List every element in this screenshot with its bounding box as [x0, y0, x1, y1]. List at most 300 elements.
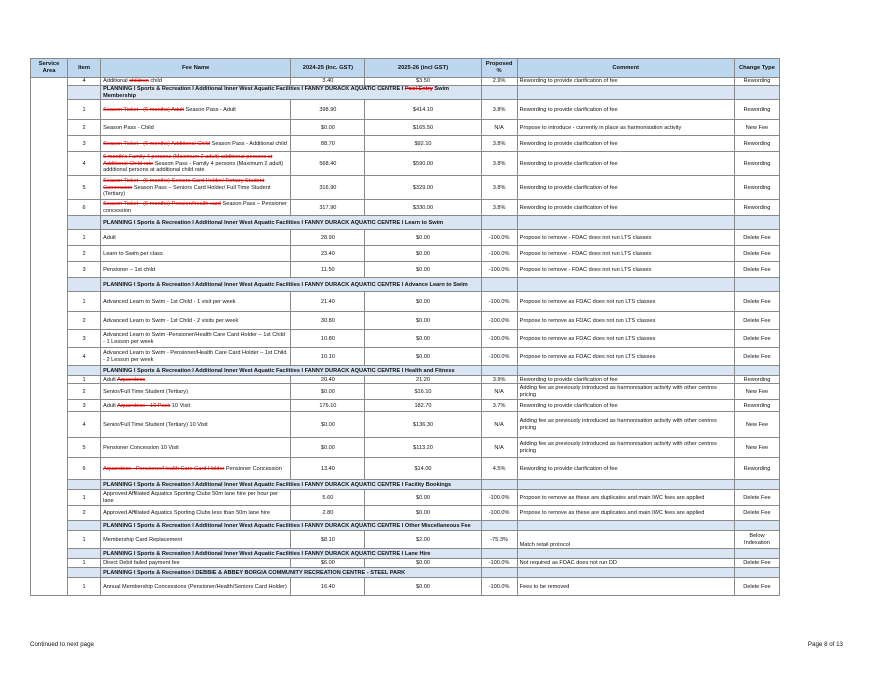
proposed-pct: N/A: [481, 384, 517, 400]
section-pct-cell: [481, 366, 517, 376]
fee-2025-26: $414.10: [365, 100, 481, 120]
fee-2025-26: $2.00: [365, 531, 481, 549]
item-number: 3: [68, 330, 101, 348]
change-type: Delete Fee: [734, 506, 779, 521]
comment: Fees to be removed: [517, 578, 734, 596]
fee-2024-25: 88.70: [291, 136, 365, 152]
proposed-pct: -100.0%: [481, 330, 517, 348]
fee-2025-26: $0.00: [365, 330, 481, 348]
comment: Rewording to provide clarification of fee: [517, 400, 734, 412]
fee-text: Swim Membership: [103, 86, 450, 99]
fee-text: Membership Card Replacement: [103, 536, 183, 543]
item-number: 3: [68, 136, 101, 152]
section-comment-cell: [517, 568, 734, 578]
fee-row: [31, 506, 780, 521]
fee-name: [101, 348, 291, 366]
fee-name: [101, 292, 291, 312]
comment: Propose to remove as these are duplicates and main IWC fees are applied: [517, 506, 734, 521]
section-header-row: [31, 549, 780, 559]
fee-2025-26: $16.10: [365, 384, 481, 400]
proposed-pct: N/A: [481, 438, 517, 458]
fee-name: [101, 136, 291, 152]
fee-text: Direct Debit failed payment fee: [103, 560, 180, 567]
section-pct-cell: [481, 568, 517, 578]
fee-2024-25: $0.00: [291, 384, 365, 400]
fee-2025-26: $113.20: [365, 438, 481, 458]
comment: Propose to remove as FDAC does not run LTS classes: [517, 348, 734, 366]
fee-text: Pensioner Concession 10 Visit: [103, 444, 179, 451]
header-row: [31, 59, 780, 78]
fee-name: [101, 152, 291, 176]
deleted-text: 6 month's Family 4 persons (Maximum 2 adult) additional persons at Additional Child rate: [103, 153, 273, 167]
fee-name: [101, 559, 291, 568]
fee-text: Season Pass - Additional child: [210, 140, 287, 147]
fee-name: [101, 312, 291, 330]
section-item-cell: [68, 278, 101, 292]
fee-text: PLANNING I Sports & Recreation I DEBBIE & ABBEY BORGIA COMMUNITY RECREATION CENTRE - STEEL PARK: [103, 569, 406, 576]
change-type: Rewording: [734, 458, 779, 480]
section-change-cell: [734, 521, 779, 531]
item-number: 6: [68, 458, 101, 480]
item-number: 1: [68, 100, 101, 120]
deleted-text: children: [129, 78, 149, 85]
fee-name: [101, 458, 291, 480]
fee-2025-26: 21.20: [365, 376, 481, 384]
change-type: Rewording: [734, 200, 779, 216]
fee-row: [31, 120, 780, 136]
change-type: New Fee: [734, 438, 779, 458]
fee-text: PLANNING I Sports & Recreation I Additional Inner West Aquatic Facilities I FANNY DURACK AQUATIC CENTRE I: [103, 86, 405, 92]
fee-table: [30, 58, 780, 596]
section-title: [101, 568, 481, 578]
section-pct-cell: [481, 549, 517, 559]
fee-text: Adult: [103, 402, 118, 409]
section-change-cell: [734, 366, 779, 376]
fee-text: Senior/Full Time Student (Tertiary): [103, 388, 188, 395]
fee-2025-26: $0.00: [365, 262, 481, 278]
proposed-pct: 2.9%: [481, 78, 517, 86]
change-type: Delete Fee: [734, 262, 779, 278]
section-pct-cell: [481, 216, 517, 230]
fee-row: [31, 312, 780, 330]
header-change-type: Change Type: [734, 59, 779, 78]
deleted-text: Season Ticket - (6 months) Pension/health card: [103, 201, 221, 208]
fee-name: [101, 230, 291, 246]
change-type: Rewording: [734, 376, 779, 384]
proposed-pct: -100.0%: [481, 578, 517, 596]
fee-text: Season Pass – Pensioner concession: [103, 201, 287, 214]
section-title: [101, 549, 481, 559]
item-number: 1: [68, 578, 101, 596]
fee-text: Season Pass - Family 4 persons (Maximum 2 adult) additional persons at additional child rate: [103, 160, 284, 174]
comment: Propose to introduce - currently in place as harmonisation activity: [517, 120, 734, 136]
proposed-pct: N/A: [481, 120, 517, 136]
proposed-pct: -100.0%: [481, 506, 517, 521]
fee-2024-25: $8.10: [291, 531, 365, 549]
section-change-cell: [734, 278, 779, 292]
comment: Match retail protocol: [517, 531, 734, 549]
section-change-cell: [734, 480, 779, 490]
proposed-pct: -100.0%: [481, 262, 517, 278]
fee-2025-26: $0.00: [365, 506, 481, 521]
proposed-pct: -100.0%: [481, 559, 517, 568]
fee-text: 10 Visit: [170, 402, 191, 409]
change-type: Delete Fee: [734, 312, 779, 330]
fee-text: Adult: [103, 234, 116, 241]
fee-row: [31, 176, 780, 200]
fee-row: [31, 376, 780, 384]
fee-row: [31, 292, 780, 312]
fee-name: [101, 176, 291, 200]
fee-row: [31, 531, 780, 549]
comment: Propose to remove as FDAC does not run LTS classes: [517, 330, 734, 348]
change-type: Rewording: [734, 100, 779, 120]
fee-text: Approved Affiliated Aquatics Sporting Clubs less than 50m lane hire: [103, 510, 270, 517]
deleted-text: Pool Entry: [404, 86, 433, 92]
section-change-cell: [734, 86, 779, 100]
fee-2025-26: $136.30: [365, 412, 481, 438]
fee-text: child: [148, 78, 162, 85]
fee-row: [31, 100, 780, 120]
fee-2025-26: $165.50: [365, 120, 481, 136]
change-type: Rewording: [734, 400, 779, 412]
fee-2024-25: $0.00: [291, 120, 365, 136]
fee-text: PLANNING I Sports & Recreation I Additional Inner West Aquatic Facilities I FANNY DURACK AQUATIC CENTRE I Other Miscellaneous Fee: [103, 522, 471, 529]
fee-text: Pensioner Concession: [224, 465, 282, 472]
fee-row: [31, 230, 780, 246]
fee-text: Advanced Learn to Swim - Pensioner/Health Care Card Holder – 1st Child - 2 Lesson per week: [103, 350, 287, 363]
comment: Rewording to provide clarification of fee: [517, 136, 734, 152]
fee-row: [31, 200, 780, 216]
comment: Propose to remove - FDAC does not run LTS classes: [517, 246, 734, 262]
fee-text: Advanced Learn to Swim - 1st Child - 1 visit per week: [103, 298, 236, 305]
section-item-cell: [68, 568, 101, 578]
fee-text: PLANNING I Sports & Recreation I Additional Inner West Aquatic Facilities I FANNY DURACK AQUATIC CENTRE I Learn to Swim: [103, 219, 444, 226]
item-number: 1: [68, 531, 101, 549]
fee-2025-26: $329.00: [365, 176, 481, 200]
section-title: [101, 521, 481, 531]
fee-2024-25: $0.00: [291, 438, 365, 458]
fee-name: [101, 120, 291, 136]
section-comment-cell: [517, 366, 734, 376]
change-type: Rewording: [734, 176, 779, 200]
section-comment-cell: [517, 521, 734, 531]
fee-row: [31, 490, 780, 506]
section-title: [101, 278, 481, 292]
item-number: 1: [68, 230, 101, 246]
fee-row: [31, 412, 780, 438]
header-2025-26: 2025-26 (incl GST): [365, 59, 481, 78]
header-fee-name: Fee Name: [101, 59, 291, 78]
section-comment-cell: [517, 278, 734, 292]
fee-name: [101, 412, 291, 438]
proposed-pct: 3.9%: [481, 376, 517, 384]
change-type: Rewording: [734, 136, 779, 152]
section-title: [101, 366, 481, 376]
section-item-cell: [68, 549, 101, 559]
fee-2025-26: $330.00: [365, 200, 481, 216]
fee-2025-26: $0.00: [365, 312, 481, 330]
change-type: New Fee: [734, 120, 779, 136]
section-pct-cell: [481, 86, 517, 100]
section-header-row: [31, 366, 780, 376]
section-title: [101, 86, 481, 100]
section-header-row: [31, 216, 780, 230]
item-number: 5: [68, 438, 101, 458]
fee-text: Adult: [103, 376, 118, 383]
proposed-pct: -75.3%: [481, 531, 517, 549]
fee-name: [101, 384, 291, 400]
comment: Rewording to provide clarification of fee: [517, 458, 734, 480]
fee-name: [101, 531, 291, 549]
fee-text: Pensioner – 1st child: [103, 266, 156, 273]
fee-text: PLANNING I Sports & Recreation I Additional Inner West Aquatic Facilities I FANNY DURACK AQUATIC CENTRE I Facility Bookings: [103, 481, 452, 488]
comment: Rewording to provide clarification of fee: [517, 200, 734, 216]
change-type: New Fee: [734, 384, 779, 400]
comment: Not required as FDAC does not run DD: [517, 559, 734, 568]
fee-2024-25: 317.90: [291, 200, 365, 216]
header-2024-25: 2024-25 (Inc. GST): [291, 59, 365, 78]
fee-row: [31, 348, 780, 366]
section-item-cell: [68, 86, 101, 100]
section-item-cell: [68, 366, 101, 376]
fee-row: [31, 136, 780, 152]
change-type: Delete Fee: [734, 559, 779, 568]
item-number: 6: [68, 200, 101, 216]
header-item: Item: [68, 59, 101, 78]
fee-text: Season Pass – Seniors Card Holder/ Full Time Student (Tertiary): [103, 184, 271, 198]
fee-text: PLANNING I Sports & Recreation I Additional Inner West Aquatic Facilities I FANNY DURACK AQUATIC CENTRE I Lane Hire: [103, 550, 431, 557]
proposed-pct: 3.7%: [481, 400, 517, 412]
section-comment-cell: [517, 86, 734, 100]
comment: Adding fee as previously introduced as harmonisation activity with other centres pricing: [517, 384, 734, 400]
fee-name: [101, 78, 291, 86]
fee-name: [101, 330, 291, 348]
fee-row: [31, 400, 780, 412]
deleted-text: Season Ticket - (6 months) Seniors Card Holder/ Tertiary Student Concession: [103, 177, 265, 191]
change-type: Below Indexation: [734, 531, 779, 549]
fee-2025-26: $92.10: [365, 136, 481, 152]
fee-2024-25: 176.10: [291, 400, 365, 412]
fee-2025-26: $590.00: [365, 152, 481, 176]
fee-name: [101, 246, 291, 262]
item-number: 1: [68, 490, 101, 506]
fee-text: PLANNING I Sports & Recreation I Additional Inner West Aquatic Facilities I FANNY DURACK AQUATIC CENTRE I Advance Learn to Swim: [103, 281, 468, 288]
fee-row: [31, 78, 780, 86]
deleted-text: Season Ticket - (6 months) Additional Child: [103, 140, 211, 147]
fee-name: [101, 490, 291, 506]
item-number: 2: [68, 384, 101, 400]
fee-name: [101, 200, 291, 216]
section-change-cell: [734, 549, 779, 559]
section-item-cell: [68, 216, 101, 230]
fee-text: Season Pass - Adult: [183, 106, 236, 113]
fee-2024-25: 28.90: [291, 230, 365, 246]
fee-2025-26: $0.00: [365, 230, 481, 246]
section-title: [101, 480, 481, 490]
fee-2024-25: 30.80: [291, 312, 365, 330]
section-header-row: [31, 86, 780, 100]
fee-2025-26: $0.00: [365, 292, 481, 312]
fee-2024-25: 10.80: [291, 330, 365, 348]
change-type: Delete Fee: [734, 292, 779, 312]
fee-2024-25: 21.40: [291, 292, 365, 312]
fee-row: [31, 384, 780, 400]
section-header-row: [31, 568, 780, 578]
header-proposed-pct: Proposed %: [481, 59, 517, 78]
fee-row: [31, 578, 780, 596]
fee-text: Season Pass - Child: [103, 124, 154, 131]
deleted-text: Aquarobics - Pensioner/Health Care Card Holder: [103, 465, 225, 472]
proposed-pct: -100.0%: [481, 490, 517, 506]
item-number: 2: [68, 506, 101, 521]
proposed-pct: -100.0%: [481, 246, 517, 262]
fee-row: [31, 246, 780, 262]
proposed-pct: 3.8%: [481, 152, 517, 176]
section-comment-cell: [517, 216, 734, 230]
fee-2024-25: 316.90: [291, 176, 365, 200]
item-number: 2: [68, 246, 101, 262]
fee-2024-25: 13.40: [291, 458, 365, 480]
fee-name: [101, 438, 291, 458]
item-number: 4: [68, 348, 101, 366]
fee-row: [31, 262, 780, 278]
fee-2025-26: $0.00: [365, 246, 481, 262]
change-type: Delete Fee: [734, 348, 779, 366]
fee-text: PLANNING I Sports & Recreation I Additional Inner West Aquatic Facilities I FANNY DURACK AQUATIC CENTRE I Health and Fitness: [103, 367, 455, 374]
section-pct-cell: [481, 278, 517, 292]
proposed-pct: -100.0%: [481, 292, 517, 312]
fee-2024-25: 16.40: [291, 578, 365, 596]
comment: Rewording to provide clarification of fee: [517, 176, 734, 200]
change-type: Delete Fee: [734, 246, 779, 262]
proposed-pct: N/A: [481, 412, 517, 438]
item-number: 1: [68, 292, 101, 312]
fee-2024-25: 398.90: [291, 100, 365, 120]
fee-2025-26: $3.50: [365, 78, 481, 86]
item-number: 2: [68, 120, 101, 136]
change-type: Rewording: [734, 78, 779, 86]
fee-table-body: [31, 78, 780, 596]
continued-note: Continued to next page: [30, 641, 94, 648]
fee-row: [31, 438, 780, 458]
fee-row: [31, 458, 780, 480]
deleted-text: Season Ticket - (6 months) Adult: [103, 106, 184, 113]
fee-2024-25: 10.10: [291, 348, 365, 366]
deleted-text: Aquarobics: [117, 376, 146, 383]
section-change-cell: [734, 216, 779, 230]
deleted-text: Aquarobics - 10 Pack: [117, 402, 171, 409]
fee-2025-26: $0.00: [365, 348, 481, 366]
proposed-pct: 3.8%: [481, 100, 517, 120]
proposed-pct: 4.5%: [481, 458, 517, 480]
fee-2025-26: $14.00: [365, 458, 481, 480]
fee-name: [101, 100, 291, 120]
proposed-pct: -100.0%: [481, 348, 517, 366]
fee-text: Additional: [103, 78, 130, 85]
change-type: Delete Fee: [734, 230, 779, 246]
page-number: Page 8 of 13: [807, 641, 843, 648]
item-number: 4: [68, 78, 101, 86]
comment: Propose to remove - FDAC does not run LTS classes: [517, 230, 734, 246]
fee-name: [101, 262, 291, 278]
section-change-cell: [734, 568, 779, 578]
fee-2025-26: $0.00: [365, 578, 481, 596]
fee-2024-25: 5.60: [291, 490, 365, 506]
item-number: 4: [68, 412, 101, 438]
fee-row: [31, 152, 780, 176]
item-number: 3: [68, 262, 101, 278]
proposed-pct: -100.0%: [481, 312, 517, 330]
comment: Rewording to provide clarification of fee: [517, 152, 734, 176]
fee-row: [31, 559, 780, 568]
section-header-row: [31, 278, 780, 292]
fee-2024-25: 11.50: [291, 262, 365, 278]
section-title: [101, 216, 481, 230]
section-item-cell: [68, 521, 101, 531]
comment: Rewording to provide clarification of fee: [517, 78, 734, 86]
fee-text: Learn to Swim per class: [103, 250, 163, 257]
proposed-pct: 3.8%: [481, 200, 517, 216]
change-type: Delete Fee: [734, 578, 779, 596]
fee-name: [101, 376, 291, 384]
section-pct-cell: [481, 480, 517, 490]
fee-2024-25: $6.00: [291, 559, 365, 568]
item-number: 3: [68, 400, 101, 412]
section-header-row: [31, 521, 780, 531]
fee-text: Advanced Learn to Swim - 1st Child - 2 visits per week: [103, 317, 239, 324]
comment: Adding fee as previously introduced as harmonisation activity with other centres pricing: [517, 412, 734, 438]
fee-text: Approved Affiliated Aquatics Sporting Clubs 50m lane hire per hour per lane: [103, 491, 279, 504]
proposed-pct: 3.8%: [481, 136, 517, 152]
comment: Rewording to provide clarification of fee: [517, 100, 734, 120]
section-item-cell: [68, 480, 101, 490]
fee-text: Annual Membership Concessions (Pensioner/Health/Seniors Card Holder): [103, 583, 287, 590]
fee-name: [101, 578, 291, 596]
service-area-cell: [31, 78, 68, 596]
fee-2024-25: $0.00: [291, 412, 365, 438]
section-comment-cell: [517, 549, 734, 559]
fee-name: [101, 400, 291, 412]
fee-2024-25: 568.40: [291, 152, 365, 176]
fee-2024-25: 20.40: [291, 376, 365, 384]
item-number: 2: [68, 312, 101, 330]
comment: Propose to remove - FDAC does not run LTS classes: [517, 262, 734, 278]
fee-text: Advanced Learn to Swim -Pensioner/Health Care Card Holder – 1st Child - 1 Lesson per week: [103, 332, 285, 345]
proposed-pct: -100.0%: [481, 230, 517, 246]
change-type: Delete Fee: [734, 490, 779, 506]
fee-2024-25: 3.40: [291, 78, 365, 86]
change-type: New Fee: [734, 412, 779, 438]
fee-2025-26: $0.00: [365, 559, 481, 568]
section-pct-cell: [481, 521, 517, 531]
comment: Propose to remove as these are duplicates and main IWC fees are applied: [517, 490, 734, 506]
fee-2025-26: 182.70: [365, 400, 481, 412]
item-number: 1: [68, 559, 101, 568]
header-comment: Comment: [517, 59, 734, 78]
fee-name: [101, 506, 291, 521]
item-number: 1: [68, 376, 101, 384]
comment: Adding fee as previously introduced as harmonisation activity with other centres pricing: [517, 438, 734, 458]
change-type: Rewording: [734, 152, 779, 176]
fee-text: Senior/Full Time Student (Tertiary) 10 Visit: [103, 421, 208, 428]
header-service-area: Service Area: [31, 59, 68, 78]
fee-2024-25: 2.80: [291, 506, 365, 521]
fee-2025-26: $0.00: [365, 490, 481, 506]
item-number: 5: [68, 176, 101, 200]
change-type: Delete Fee: [734, 330, 779, 348]
section-comment-cell: [517, 480, 734, 490]
